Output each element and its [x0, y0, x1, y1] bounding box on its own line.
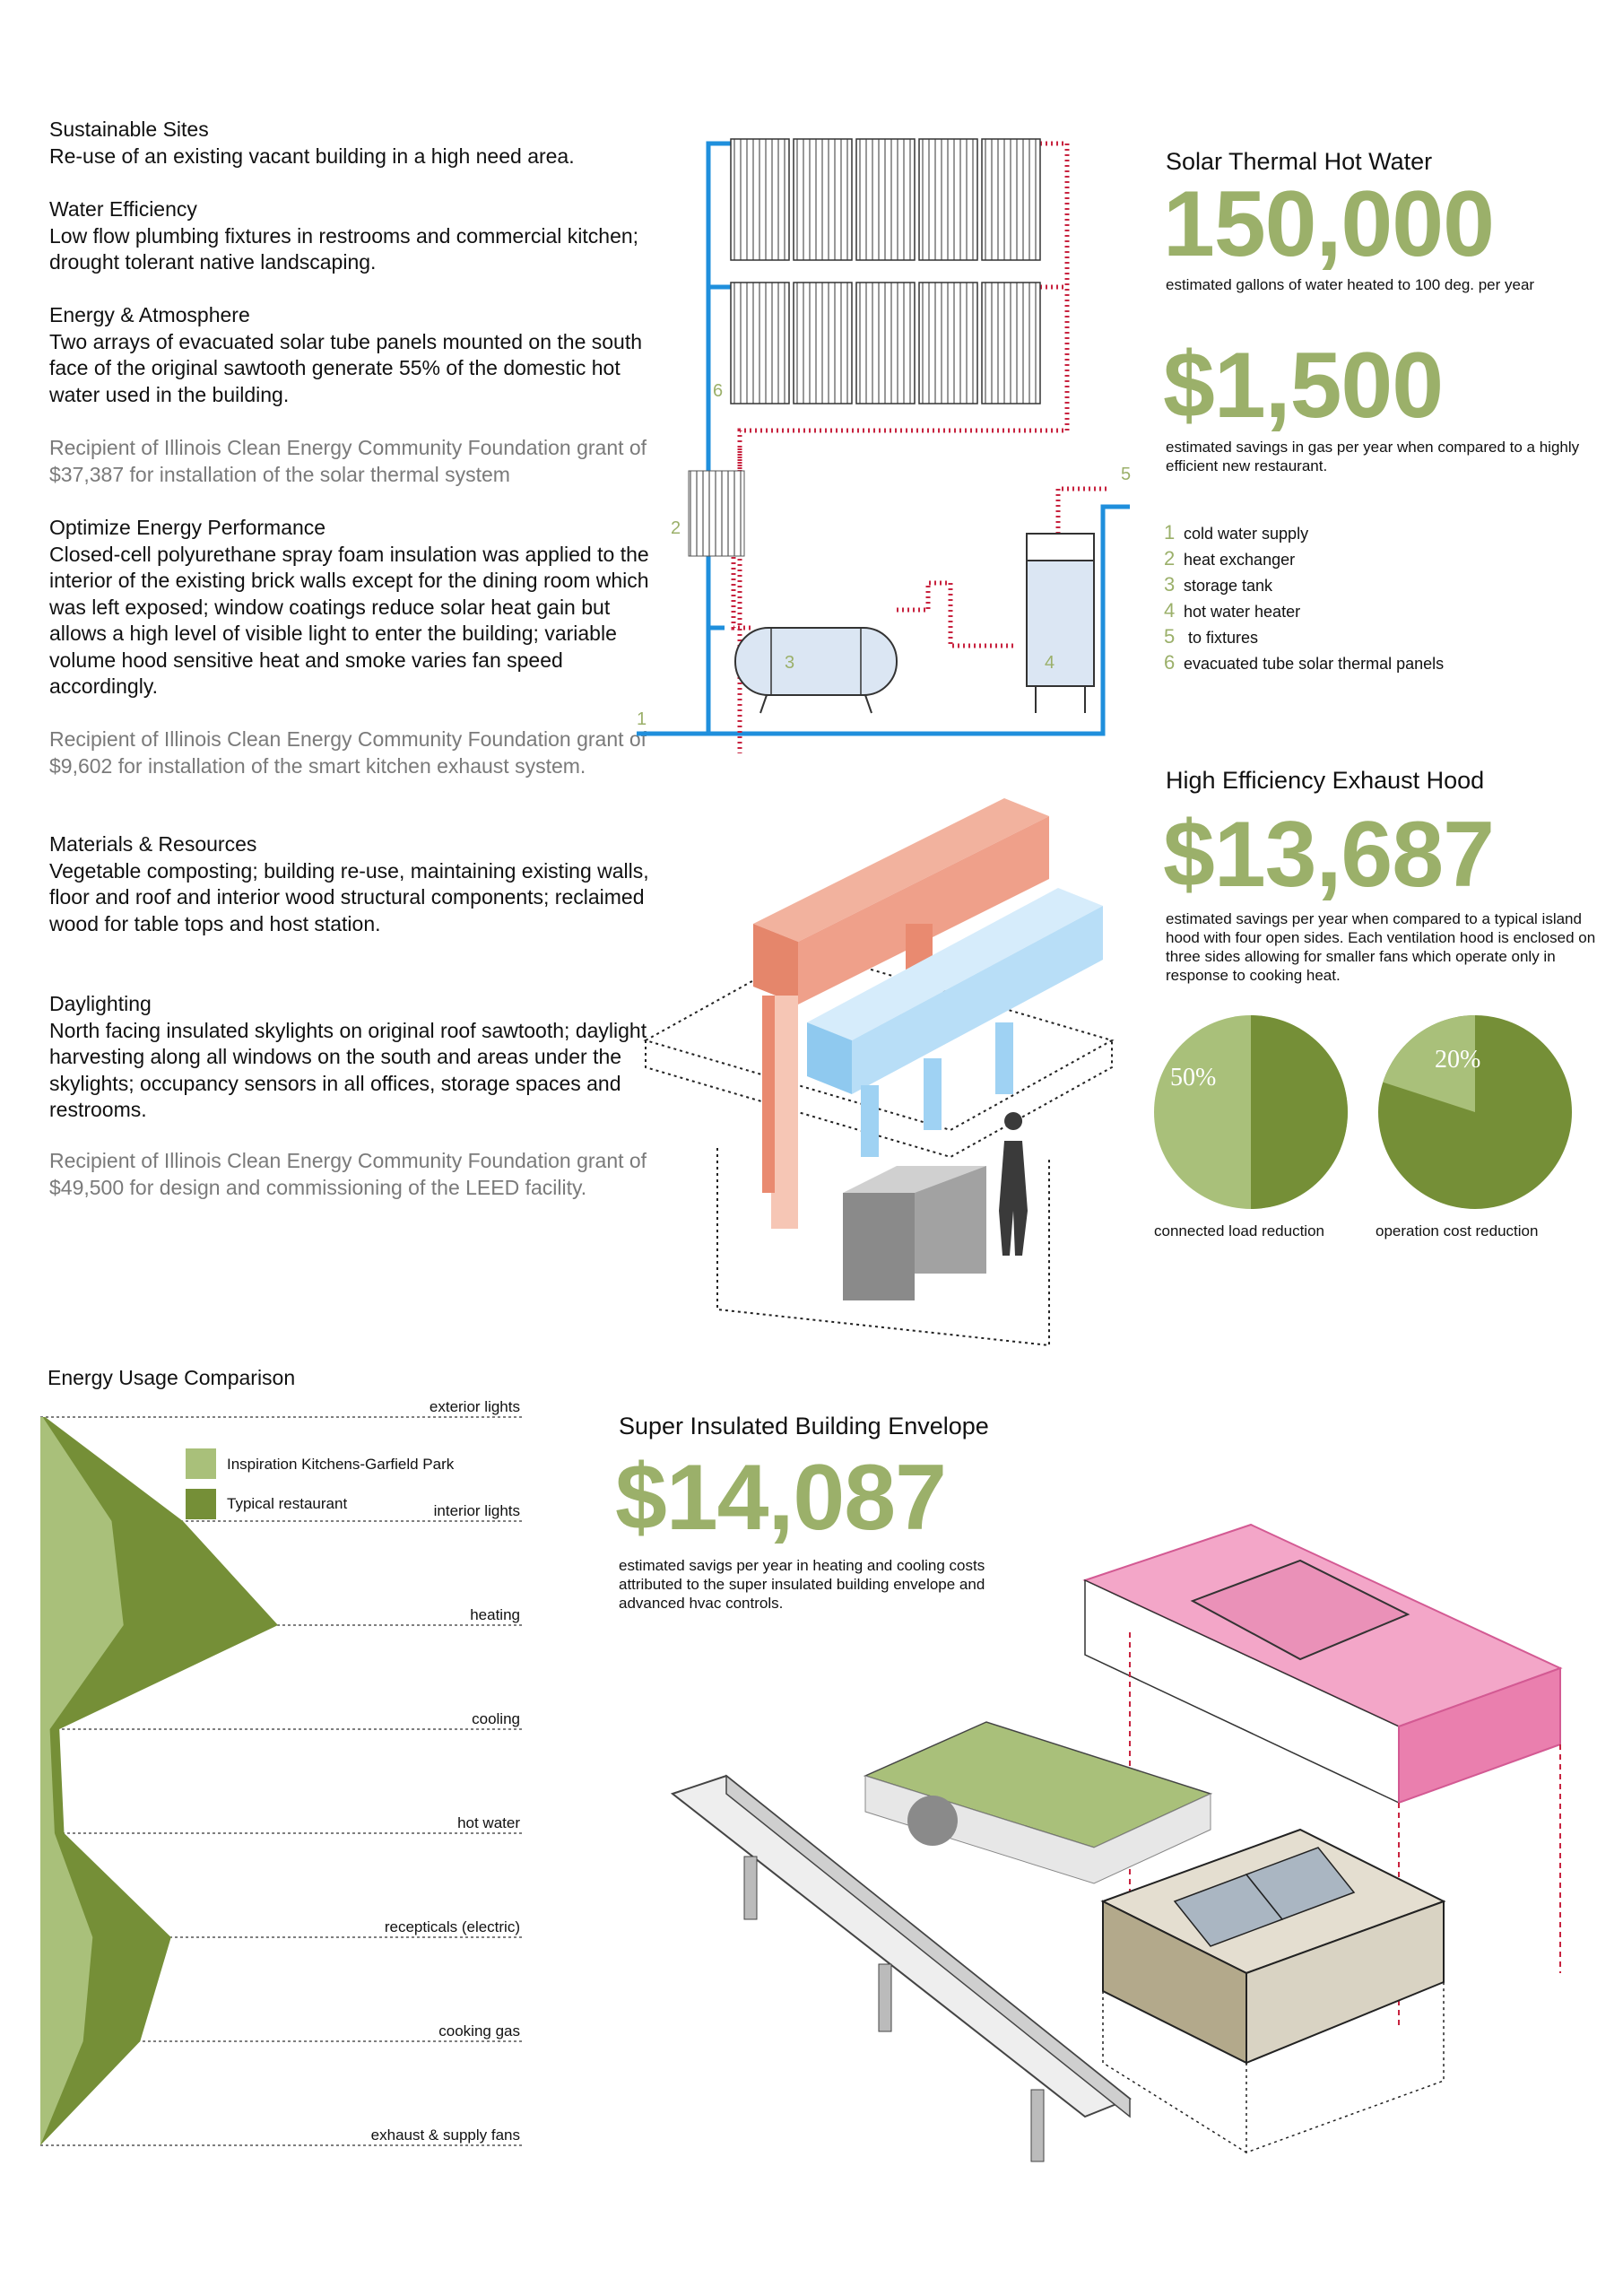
section-body: Vegetable composting; building re-use, maintaining existing walls, floor and roof and interior wood structural components; reclaimed wood for table tops and host station.: [49, 858, 649, 935]
legend-label: Typical restaurant: [227, 1495, 348, 1512]
envelope-stat: $14,087: [615, 1446, 946, 1550]
solar-panel-array-bottom: [731, 283, 1040, 404]
diagram-number: 1: [637, 709, 647, 729]
solar-title: Solar Thermal Hot Water: [1166, 148, 1433, 175]
section-heading: Optimize Energy Performance: [49, 516, 326, 539]
materials-section: [49, 831, 659, 937]
category-label: exhaust & supply fans: [370, 2126, 520, 2144]
pie-slice-reduction: [1251, 1015, 1348, 1209]
pie-percent-label: 20%: [1435, 1046, 1481, 1074]
kitchen-equipment: [843, 1166, 986, 1300]
sustainable-sites-section: [49, 117, 659, 170]
category-label: recepticals (electric): [384, 1918, 520, 1935]
legend-label: Inspiration Kitchens-Garfield Park: [227, 1456, 455, 1473]
envelope-title: Super Insulated Building Envelope: [619, 1413, 989, 1439]
diagram-number: 2: [671, 518, 681, 538]
section-heading: Water Efficiency: [49, 197, 197, 221]
hood-title: High Efficiency Exhaust Hood: [1166, 767, 1485, 794]
section-body: Re-use of an existing vacant building in a high need area.: [49, 144, 575, 168]
tree: [907, 1796, 958, 1846]
grant-text: Recipient of Illinois Clean Energy Community Foundation grant of $37,387 for installation of the solar thermal system: [49, 436, 647, 486]
legend-item: 4 hot water heater: [1164, 599, 1301, 622]
grant-text: Recipient of Illinois Clean Energy Community Foundation grant of $9,602 for installation of the smart kitchen exhaust system.: [49, 727, 647, 778]
diagram-number: 5: [1121, 465, 1132, 484]
grant-text: Recipient of Illinois Clean Energy Community Foundation grant of $49,500 for design and commissioning of the LEED facility.: [49, 1149, 647, 1199]
pie-connected-load: [1152, 1013, 1350, 1211]
category-label: cooking gas: [438, 2022, 520, 2039]
legend-item: 2 heat exchanger: [1164, 547, 1296, 570]
legend-item: 5 to fixtures: [1164, 625, 1259, 648]
solar-stat-savings: $1,500: [1163, 334, 1444, 438]
person-silhouette: [999, 1112, 1028, 1256]
diagram-number: 6: [713, 381, 724, 401]
solar-stat-gallons: 150,000: [1163, 172, 1494, 276]
section-heading: Materials & Resources: [49, 832, 257, 856]
solar-panel-array-top: [731, 139, 1040, 260]
daylighting-section: [49, 991, 659, 1124]
hood-stat: $13,687: [1163, 803, 1494, 907]
grant-hood: [49, 726, 659, 779]
section-heading: Energy & Atmosphere: [49, 303, 250, 326]
exhaust-hood-illustration: [628, 771, 1130, 1345]
energy-atmosphere-section: [49, 302, 659, 408]
building: [1103, 1830, 1444, 2063]
legend-item: 1 cold water supply: [1164, 521, 1309, 544]
grant-solar: [49, 435, 659, 488]
section-body: North facing insulated skylights on original roof sawtooth; daylight harvesting along all windows on the south and areas under the skylights; occupancy sensors in all offices, storage spaces and restrooms.: [49, 1018, 647, 1121]
water-heater: [1027, 534, 1094, 713]
water-efficiency-section: [49, 196, 659, 276]
legend-swatch-light: [186, 1448, 216, 1479]
section-body: Closed-cell polyurethane spray foam insulation was applied to the interior of the existing brick walls except for the dining room which was left exposed; window coatings reduce solar heat gain but allows a high level of visible light to enter the building; variable volume hood sensitive heat and smoke varies fan speed accordingly.: [49, 542, 649, 698]
diagram-number: 3: [785, 653, 795, 673]
pink-roof-block: [1085, 1525, 1560, 1803]
solar-thermal-diagram: [619, 126, 1157, 753]
section-body: Two arrays of evacuated solar tube panels mounted on the south face of the original sawtooth generate 55% of the domestic hot water used in the building.: [49, 329, 643, 406]
pie-percent-label: 50%: [1170, 1064, 1217, 1091]
building-envelope-illustration: [673, 1525, 1587, 2260]
section-body: Low flow plumbing fixtures in restrooms and commercial kitchen; drought tolerant native landscaping.: [49, 223, 639, 274]
category-label: interior lights: [433, 1502, 520, 1519]
legend-item: 3 storage tank: [1164, 573, 1273, 596]
hood-caption: estimated savings per year when compared to a typical island hood with four open sides. Each ventilation hood is enclosed on three sides allowing for smaller fans which operate only in response to cooking heat.: [1166, 910, 1596, 984]
section-heading: Sustainable Sites: [49, 117, 209, 141]
pie-operation-cost: [1376, 1013, 1574, 1211]
solar-legend: [1164, 520, 1594, 676]
category-label: cooling: [472, 1710, 520, 1727]
energy-chart: [40, 1399, 542, 2179]
legend-item: 6 evacuated tube solar thermal panels: [1164, 651, 1445, 674]
category-label: exterior lights: [429, 1398, 520, 1415]
heat-exchanger: [689, 471, 744, 556]
section-heading: Daylighting: [49, 992, 152, 1015]
envelope-caption: estimated savigs per year in heating and cooling costs attributed to the super insulated building envelope and advanced hvac controls.: [619, 1557, 985, 1612]
grant-leed: [49, 1148, 659, 1201]
solar-stat-savings-caption: estimated savings in gas per year when compared to a highly efficient new restaurant.: [1166, 439, 1580, 474]
storage-tank: [735, 628, 897, 713]
energy-title: Energy Usage Comparison: [48, 1366, 296, 1389]
pie-label: operation cost reduction: [1376, 1222, 1539, 1239]
optimize-energy-section: [49, 515, 659, 700]
diagram-number: 4: [1045, 653, 1055, 673]
pie-label: connected load reduction: [1154, 1222, 1324, 1239]
category-label: hot water: [457, 1814, 520, 1831]
legend-swatch-dark: [186, 1489, 216, 1519]
solar-stat-gallons-caption: estimated gallons of water heated to 100 deg. per year: [1166, 276, 1535, 293]
category-label: heating: [470, 1606, 520, 1623]
